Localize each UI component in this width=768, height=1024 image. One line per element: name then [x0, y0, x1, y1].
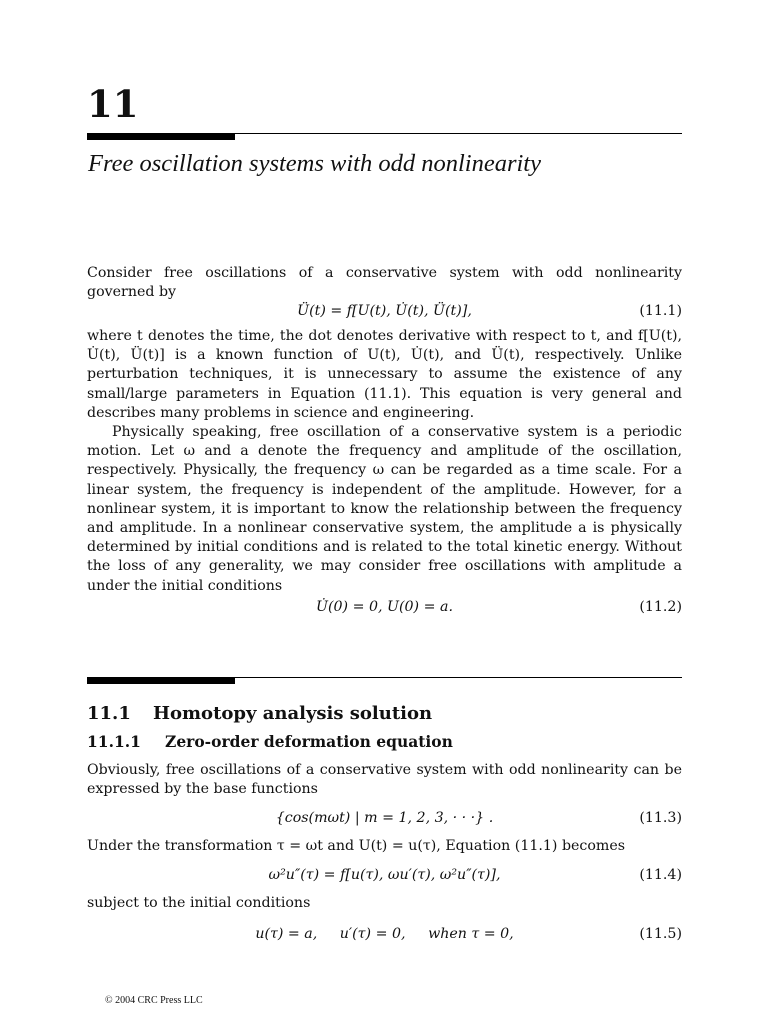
chapter-rule-thin [235, 133, 682, 134]
equation-body: ω²u″(τ) = f[u(τ), ωu′(τ), ω²u″(τ)], [268, 867, 501, 883]
equation-number: (11.4) [639, 867, 682, 883]
equation-number: (11.3) [639, 810, 682, 826]
section-paragraph-2 [87, 837, 682, 856]
section-number: 11.1 [87, 703, 131, 724]
equation-number: (11.2) [639, 599, 682, 615]
equation-11-1 [87, 301, 682, 321]
chapter-title: Free oscillation systems with odd nonlinearity [88, 150, 541, 177]
section-paragraph-1 [87, 761, 682, 799]
section-heading [87, 705, 432, 723]
section-paragraph-3 [87, 894, 682, 913]
intro-paragraph-1 [87, 264, 682, 302]
equation-11-5 [87, 924, 682, 944]
section-p1-text: Obviously, free oscillations of a conservative system with odd nonlinearity can be expressed by the base functions [87, 762, 682, 798]
section-rule-thin [235, 677, 682, 678]
intro-p2-text: where t denotes the time, the dot denotes derivative with respect to t, and f[U(t), U̇(t), Ü(t)] is a known function of U(t), U̇(t), and Ü(t), respectively. Unlike perturbation techniques, it is unnecessary to assume the existence of any small/large parameters in Equation (11.1). This equation is very general and describes many problems in science and engineering. [87, 328, 682, 421]
intro-p3-text: Physically speaking, free oscillation of a conservative system is a periodic motion. Let ω and a denote the frequency and amplitude of the oscillation, respectively. Physically, the frequency ω can be regarded as a time scale. For a linear system, the frequency is independent of the amplitude. However, for a nonlinear system, it is important to know the relationship between the frequency and amplitude. In a nonlinear conservative system, the amplitude a is physically determined by initial conditions and is related to the total kinetic energy. Without the loss of any generality, we may consider free oscillations with amplitude a under the initial conditions [87, 424, 682, 594]
equation-body: U̇(0) = 0, U(0) = a. [316, 599, 453, 615]
equation-body: u(τ) = a, u′(τ) = 0, when τ = 0, [255, 926, 514, 942]
equation-11-2 [87, 597, 682, 617]
intro-p1-text: Consider free oscillations of a conservative system with odd nonlinearity governed by [87, 265, 682, 301]
chapter-rule-thick [87, 133, 235, 140]
equation-body: {cos(mωt) | m = 1, 2, 3, · · ·} . [275, 810, 494, 826]
section-p2-text: Under the transformation τ = ωt and U(t) = u(τ), Equation (11.1) becomes [87, 838, 626, 854]
equation-body: Ü(t) = f[U(t), U̇(t), Ü(t)], [297, 303, 472, 319]
copyright-footer: © 2004 CRC Press LLC [105, 995, 203, 1006]
subsection-title: Zero-order deformation equation [165, 732, 453, 751]
subsection-number: 11.1.1 [87, 732, 141, 751]
equation-11-4 [87, 865, 682, 885]
equation-number: (11.1) [639, 303, 682, 319]
equation-11-3 [87, 808, 682, 828]
equation-number: (11.5) [639, 926, 682, 942]
section-title: Homotopy analysis solution [153, 703, 433, 724]
intro-paragraph-2 [87, 327, 682, 596]
chapter-number: 11 [87, 82, 139, 126]
section-rule-thick [87, 677, 235, 684]
section-p3-text: subject to the initial conditions [87, 895, 311, 911]
subsection-heading [87, 734, 453, 750]
